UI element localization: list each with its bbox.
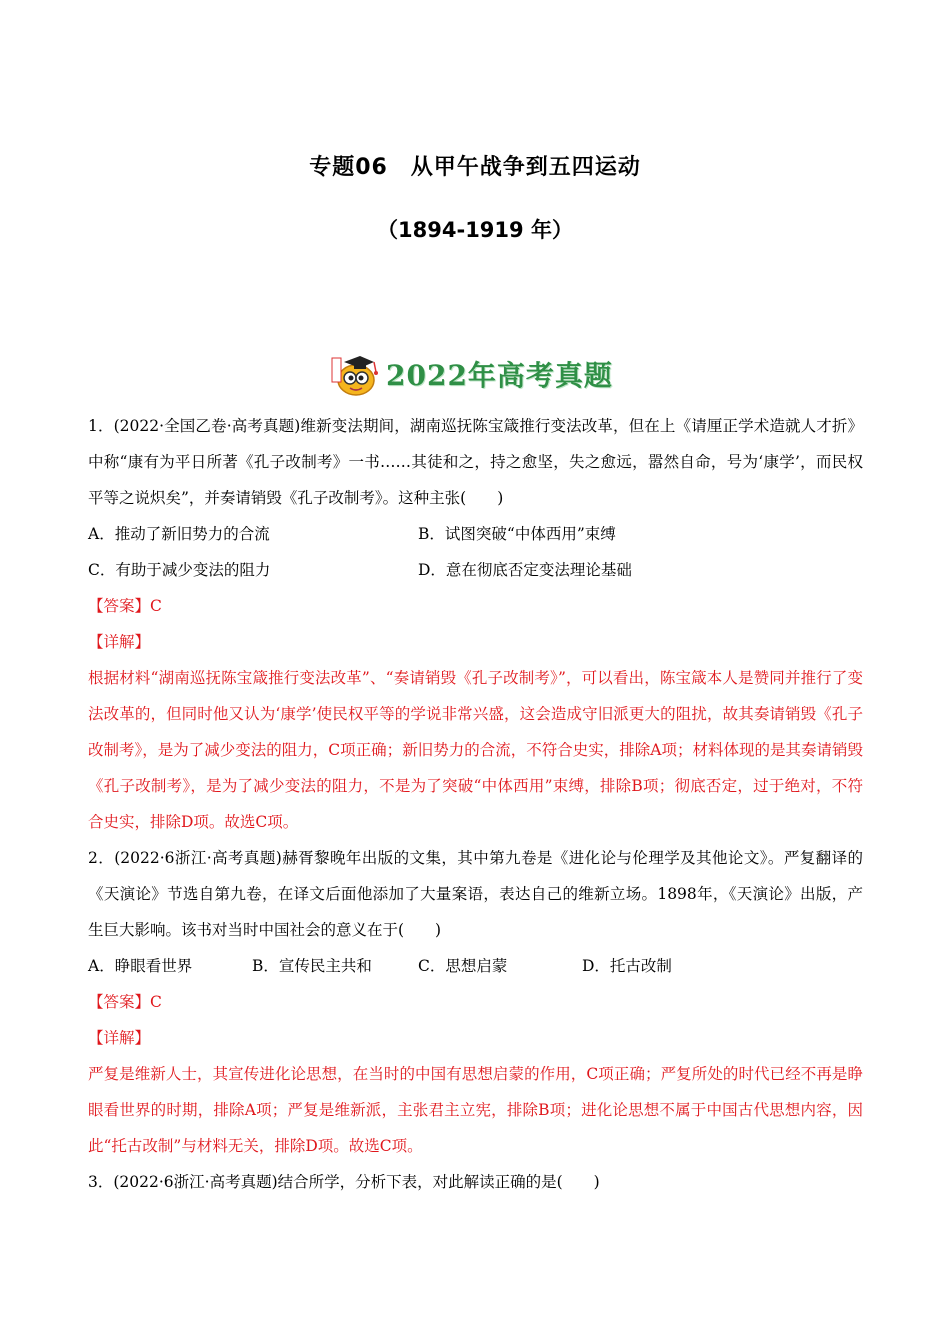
question-2-answer: 【答案】C xyxy=(88,993,162,1011)
question-1-option-b[interactable]: B．试图突破“中体西用”束缚 xyxy=(418,525,616,543)
question-2-detail-label: 【详解】 xyxy=(88,1029,151,1047)
question-1-options-row-1 xyxy=(88,516,863,552)
question-content xyxy=(88,408,863,1200)
banner-title: 2022年高考真题 xyxy=(386,359,613,392)
question-1-option-a[interactable]: A．推动了新旧势力的合流 xyxy=(88,525,270,543)
question-2-stem: 2．(2022·6浙江·高考真题)赫胥黎晚年出版的文集，其中第九卷是《进化论与伦理学及其他论文》。严复翻译的《天演论》节选自第九卷，在译文后面他添加了大量案语，表达自己的维新立场。1898年，《天演论》出版，产生巨大影响。该书对当时中国社会的意义在于( ) xyxy=(88,849,863,939)
question-1-options-row-2 xyxy=(88,552,863,588)
question-1-detail-label: 【详解】 xyxy=(88,633,151,651)
question-3-stem: 3．(2022·6浙江·高考真题)结合所学，分析下表，对此解读正确的是( ) xyxy=(88,1173,600,1191)
page-subtitle: （1894-1919 年） xyxy=(377,218,573,242)
question-1-detail: 根据材料“湖南巡抚陈宝箴推行变法改革”、“奏请销毁《孔子改制考》”，可以看出，陈宝箴本人是赞同并推行了变法改革的，但同时他又认为‘康学’使民权平等的学说非常兴盛，这会造成守旧派更大的阻扰，故其奏请销毁《孔子改制考》，是为了减少变法的阻力，C项正确；新旧势力的合流，不符合史实，排除A项；材料体现的是其奏请销毁《孔子改制考》，是为了减少变法的阻力，不是为了突破“中体西用”束缚，排除B项；彻底否定，过于绝对，不符合史实，排除D项。故选C项。 xyxy=(88,669,863,831)
question-2-option-b[interactable]: B．宣传民主共和 xyxy=(252,957,372,975)
mascot-logo-icon xyxy=(330,350,382,398)
question-1-option-c[interactable]: C．有助于减少变法的阻力 xyxy=(88,561,271,579)
question-2-options xyxy=(88,948,863,984)
question-2-option-a[interactable]: A．睁眼看世界 xyxy=(88,957,193,975)
question-1-stem: 1．(2022·全国乙卷·高考真题)维新变法期间，湖南巡抚陈宝箴推行变法改革，但在上《请厘正学术造就人才折》中称“康有为平日所著《孔子改制考》一书……其徒和之，持之愈坚，失之愈远，嚣然自命，号为‘康学’，而民权平等之说炽矣”，并奏请销毁《孔子改制考》。这种主张( ) xyxy=(88,417,863,507)
question-1-answer: 【答案】C xyxy=(88,597,162,615)
question-2-option-c[interactable]: C．思想启蒙 xyxy=(418,957,508,975)
page-title: 专题06 从甲午战争到五四运动 xyxy=(309,155,641,180)
question-2-option-d[interactable]: D．托古改制 xyxy=(582,957,672,975)
section-banner xyxy=(330,348,620,400)
question-2-detail: 严复是维新人士，其宣传进化论思想，在当时的中国有思想启蒙的作用，C项正确；严复所处的时代已经不再是睁眼看世界的时期，排除A项；严复是维新派，主张君主立宪，排除B项；进化论思想不属于中国古代思想内容，因此“托古改制”与材料无关，排除D项。故选C项。 xyxy=(88,1065,863,1155)
question-1-option-d[interactable]: D．意在彻底否定变法理论基础 xyxy=(418,561,632,579)
